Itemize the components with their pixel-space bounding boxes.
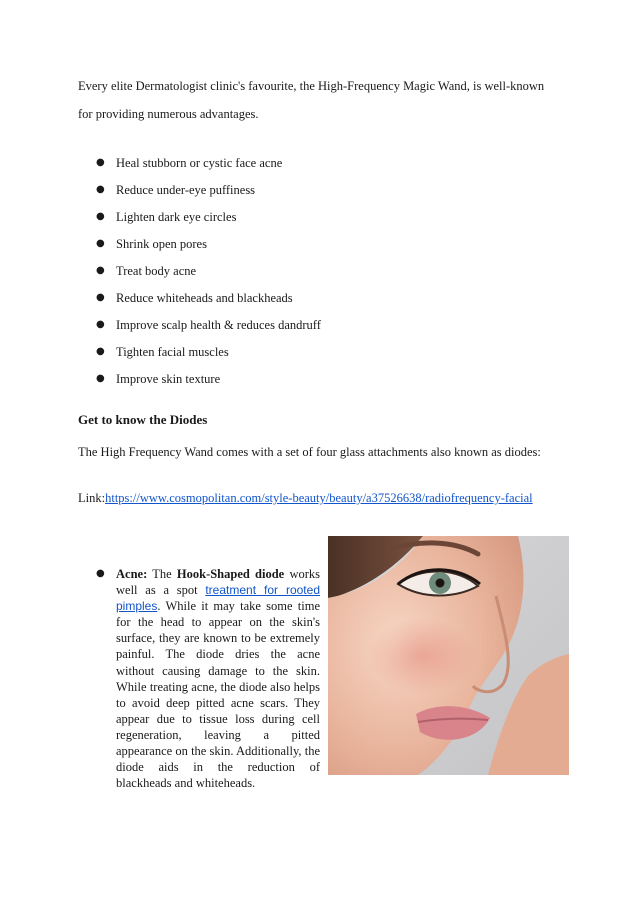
list-item: ● Reduce whiteheads and blackheads [96,291,293,305]
source-link[interactable]: https://www.cosmopolitan.com/style-beauty/beauty/a37526638/radiofrequency-facial [105,491,533,505]
list-item: ● Tighten facial muscles [96,345,229,359]
bullet-icon: ● [96,568,105,579]
cheek-blush [368,618,478,694]
diodes-heading: Get to know the Diodes [78,412,208,427]
list-item: ● Improve scalp health & reduces dandruff [96,318,321,332]
bullet-icon: ● [96,265,105,276]
treatment-link[interactable]: treatment for rooted pimples [116,583,320,614]
bullet-icon: ● [96,157,105,168]
bullet-icon: ● [96,184,105,195]
diodes-intro: The High Frequency Wand comes with a set of four glass attachments also known as diodes: [78,445,541,459]
bullet-icon: ● [96,211,105,222]
bullet-icon: ● [96,292,105,303]
list-item: ● Reduce under-eye puffiness [96,183,256,197]
list-item: ● Treat body acne [96,264,197,278]
source-link-paragraph [78,489,548,508]
list-item: ● Improve skin texture [96,372,221,386]
acne-list-item [96,566,320,791]
diode-name: Hook-Shaped diode [176,567,285,581]
list-item: ● Heal stubborn or cystic face acne [96,156,283,170]
benefits-list [78,154,321,397]
bullet-icon: ● [96,373,105,384]
list-item: ● Lighten dark eye circles [96,210,237,224]
bullet-icon: ● [96,346,105,357]
face-photo [328,536,569,775]
pupil-shape [436,579,445,588]
acne-description: Acne: The Hook-Shaped diode works well as a spot treatment for rooted pimples. While it may take some time for the head to appear on the skin's surface, they are known to be extremely painful. The diode dries the acne without causing damage to the skin. While treating acne, the diode also helps to avoid deep pitted acne scars. They appear due to tissue loss during cell regeneration, leaving a pitted appearance on the skin. Additionally, the diode aids in the reduction of blackheads and whiteheads. [116,567,320,791]
acne-term: Acne: [116,567,148,581]
list-item: ● Shrink open pores [96,237,207,251]
link-label: Link: [78,491,106,505]
bullet-icon: ● [96,238,105,249]
intro-line-1: Every elite Dermatologist clinic's favourite, the High-Frequency Magic Wand, is well-known [78,79,545,93]
intro-line-2: for providing numerous advantages. [78,107,259,121]
bullet-icon: ● [96,319,105,330]
